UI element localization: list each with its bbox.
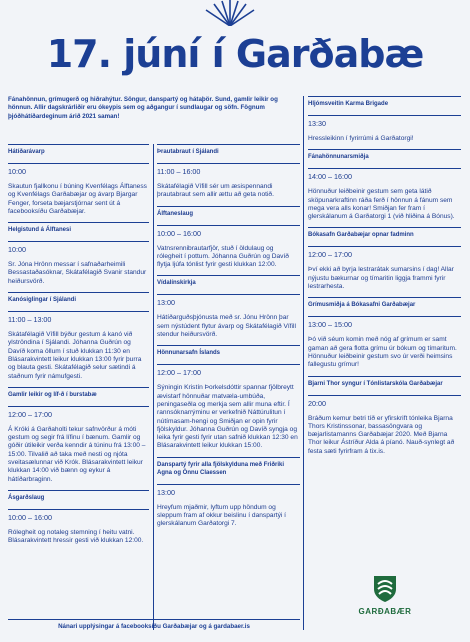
- event-block: [8, 292, 149, 381]
- event-time: 11:00 – 13:00: [8, 311, 149, 324]
- event-title: Hönnunarsafn Íslands: [157, 350, 221, 357]
- event-block: [8, 144, 149, 216]
- event-description: Bráðum kemur betri tíð er yfirskrift tónleika Bjarna Thors Kristinssonar, bassasöngvara og bæjarlistamanns Garðabæjar 2020. Með Bjarna Thor leikur Ástríður Alda á píanó. Nauð-synlegt að festa sæti fyrirfram á tix.is.: [308, 414, 455, 455]
- event-block: [157, 144, 300, 200]
- gardabaer-logo: [350, 575, 420, 616]
- event-description: Sr. Jóna Hrönn messar í safnaðarheimili Bessastaðasóknar, Skátafélagið Svanir standur heiðursvörð.: [8, 261, 147, 285]
- event-description: Hönnuður leiðbeinir gestum sem geta látið sköpunarkraftinn ráða ferð í hönnun á fánum sem mega vera alls konar! Smiðjan fer fram í glerskálanum á Garðatorgi 1 (við hliðina á Bónus).: [308, 188, 455, 221]
- logo-text: GARÐABÆR: [358, 607, 412, 616]
- event-description: Því ekki að byrja lestrarátak sumarsins í dag! Allar nýjustu bækurnar og tímaritin liggja frammi fyrir lestrarhesta.: [308, 266, 454, 291]
- sunburst-decoration-icon: [200, 0, 260, 26]
- event-description: Skátafélagið Vífill sér um æsispennandi þrautabraut sem allir ættu að geta notið.: [157, 183, 274, 199]
- event-title: Helgistund á Álftanesi: [8, 227, 72, 234]
- event-time: 12:00 – 17:00: [8, 406, 149, 419]
- schedule-column-1: [8, 144, 149, 552]
- page-title: 17. júní í Garðabæ: [46, 32, 424, 76]
- event-description: Á Króki á Garðaholti tekur safnvörður á móti gestum og segir frá lífinu í bænum. Gamlir og góðir útileikir verða kenndir á túninu frá 13:00 – 15:00. Tilvalið að taka með nesti og njóta sveitasælunnar við Krók. Blásarakvintett leikur klukkan 14:00 við bænn og eykur á hátíðarbraginn.: [8, 425, 146, 483]
- event-description: Skautun fjallkonu í búning Kvenfélags Álftaness og Kvenfélags Garðabæjar og ávarp Bjargar Fenger, forseta bæjarstjórnar sent út á facebooksíðu Garðabæjar.: [8, 183, 147, 215]
- event-title: Vídalínskirkja: [157, 280, 196, 287]
- event-block: [308, 297, 461, 369]
- schedule-column-3: [308, 96, 461, 462]
- event-title: Hátíðarávarp: [8, 149, 45, 155]
- event-time: 12:00 – 17:00: [157, 364, 300, 377]
- event-title: Bjarni Thor syngur í Tónlistarskóla Garðabæjar: [308, 380, 443, 387]
- event-title: Fánahönnunarsmiðja: [308, 154, 369, 161]
- event-time: 13:00: [157, 294, 300, 307]
- event-time: 14:00 – 16:00: [308, 168, 461, 181]
- event-block: [8, 490, 149, 546]
- event-time: 10:00: [8, 241, 149, 254]
- event-block: [308, 96, 461, 143]
- event-time: 11:00 – 16:00: [157, 163, 300, 176]
- event-title: Grímusmiðja á Bókasafni Garðabæjar: [308, 302, 416, 309]
- event-time: 10:00 – 16:00: [8, 509, 149, 522]
- event-description: Sýningin Kristín Þorkelsdóttir spannar fjölbreytt ævistarf hönnuðar matvæla-umbúða, peningaseðla og merkja sem allir muna eftir. Í rannsóknarrýminu er verkefnið Náttúrulitun í nútímasam-hengi og Smiðjan er opin fyrir fjölskyldur. Jóhanna Guðrún og Davíð syngja og leika fyrir gesti fyrir utan safnið klukkan 12:30 en Blásarakvintett leikur klukkan 15:00.: [157, 384, 298, 450]
- event-block: [308, 376, 461, 456]
- event-description: Hreyfum mjaðmir, lyftum upp höndum og sleppum fram af okkur beislinu í danspartýi í glerskálanum Garðatorgi 7.: [157, 503, 287, 528]
- event-title: Álftaneslaug: [157, 210, 194, 217]
- event-title: Gamlir leikir og líf-ð í burstabæ: [8, 391, 97, 398]
- event-title: Ásgarðslaug: [8, 494, 45, 501]
- column-divider: [153, 144, 154, 630]
- event-description: Þó við séum komin með nóg af grímum er samt gaman að gera flotta grímu úr bókum og tímaritum. Hönnuður leiðbeinir gestum svo úr verði heimsins fallegustu grímur!: [308, 336, 457, 369]
- column-divider: [303, 96, 304, 630]
- event-time: 10:00 – 16:00: [157, 225, 300, 238]
- schedule-column-2: [157, 144, 300, 535]
- event-description: Rólegheit og notaleg stemning í heitu vatni. Blásarakvintett hressir gesti við klukkan 12:00.: [8, 528, 144, 545]
- event-title: Þrautabraut í Sjálandi: [157, 149, 219, 155]
- gardabaer-crest-icon: [373, 575, 397, 603]
- event-block: [308, 149, 461, 221]
- event-block: [157, 206, 300, 270]
- event-time: 13:30: [308, 115, 461, 128]
- event-block: [157, 275, 300, 339]
- event-title: Bókasafn Garðabæjar opnar fadminn: [308, 232, 414, 239]
- event-time: 13:00: [157, 484, 300, 497]
- event-description: Vatnsrennibrautarfjör, stuð í öldulaug og rólegheit í pottum. Jóhanna Guðrún og Davíð flytja ljúfa tónlist fyrir gesti klukkan 12:00.: [157, 244, 289, 269]
- event-description: Skátafélagið Vífill býður gestum á kanó við ylströndina í Sjálandi. Jóhanna Guðrún og Davíð koma öllum í stuð klukkan 11:30 en Blásarakvintett leikur klukkan 13:00 fyrir þurra og blauta gesti. Skátafélagið selur sætindi á staðnum fyrir námufgesti.: [8, 331, 142, 380]
- event-block: [8, 387, 149, 484]
- event-block: [8, 222, 149, 286]
- event-time: 20:00: [308, 395, 461, 408]
- event-title: Danspartý fyrir alla fjölskylduna með Friðriki Agna og Önnu Claessen: [157, 461, 285, 476]
- event-block: [308, 227, 461, 291]
- footer-info: Nánari upplýsingar á facebooksíðu Garðabæjar og á gardabaer.is: [8, 619, 300, 630]
- event-title: Hljómsveitin Karma Brigade: [308, 101, 389, 107]
- intro-text: Fánahönnun, grímugerð og hiðrahýtur. Söngur, danspartý og hátaþör. Sund, gamlir leikir og hönnun. Allir dagskrárliðir eru ókeypis sem og aðgangur í sundlaugar og söfn. Fögnum þjóðhátíðardeginum árið 2021 saman!: [8, 96, 278, 120]
- event-block: [157, 345, 300, 450]
- event-title: Kanósiglingar í Sjálandi: [8, 297, 77, 304]
- event-time: 12:00 – 17:00: [308, 246, 461, 259]
- event-time: 10:00: [8, 163, 149, 176]
- event-time: 13:00 – 15:00: [308, 316, 461, 329]
- event-description: Hressleikinn í fyrirrúmi á Garðatorgi!: [308, 135, 414, 142]
- event-block: [157, 457, 300, 529]
- event-description: Hátíðarguðsþjónusta með sr. Jónu Hrönn þar sem nýstúdent flytur ávarp og Skátafélagið Vífill stendur heiðursvörð.: [157, 314, 296, 339]
